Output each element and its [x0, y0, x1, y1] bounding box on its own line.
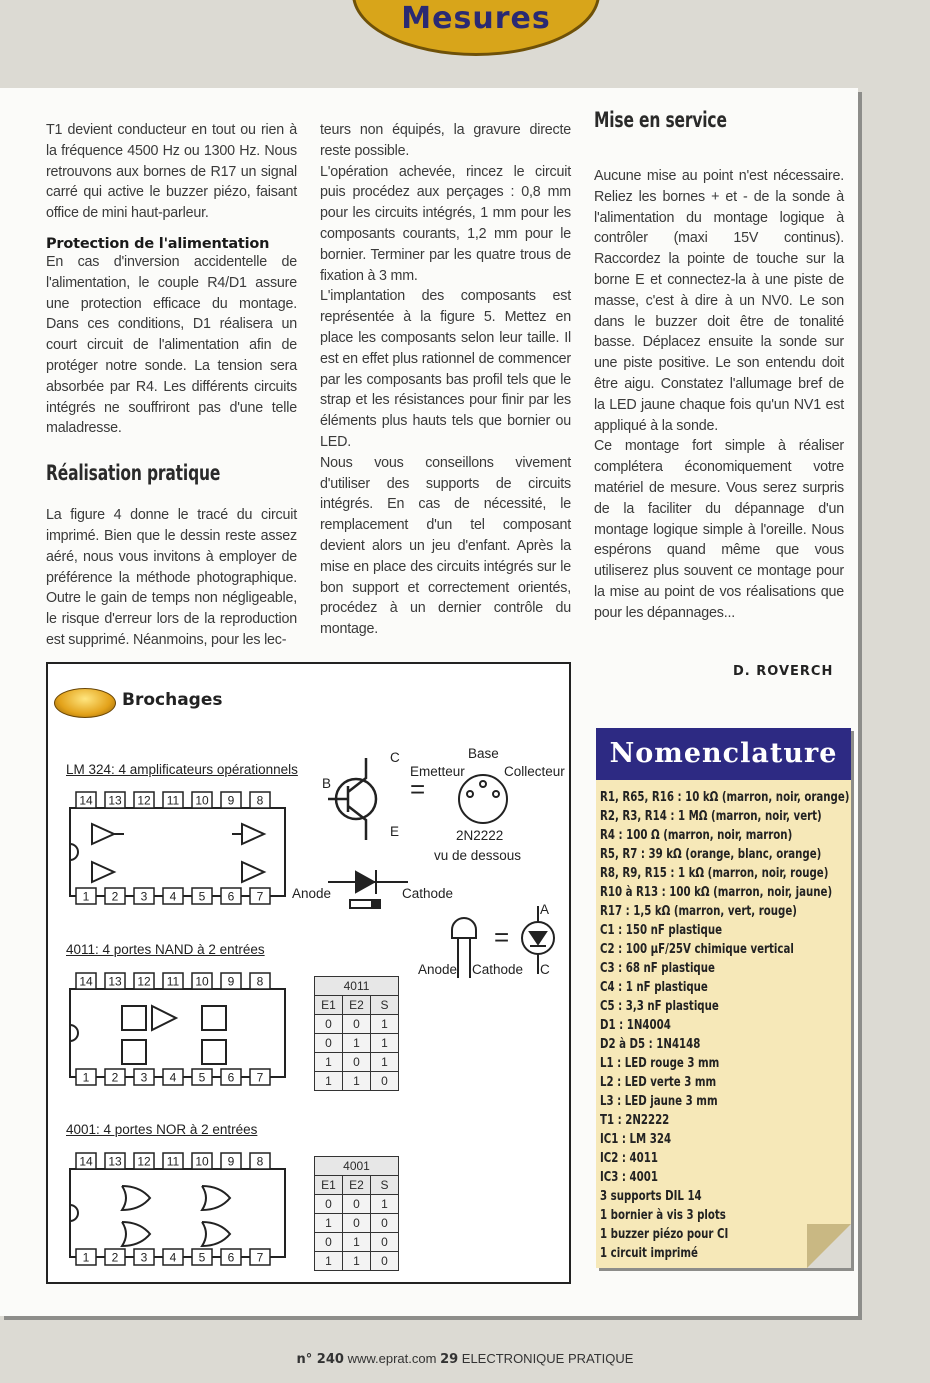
- truth-table-4011: [314, 976, 399, 1091]
- nomenclature-item: L2 : LED verte 3 mm: [600, 1075, 717, 1090]
- nomenclature-item: C2 : 100 µF/25V chimique vertical: [600, 942, 794, 957]
- ic-pin-number: 8: [256, 974, 264, 989]
- ic-pin-number: 6: [227, 1250, 235, 1265]
- ic-pin-number: 5: [198, 1250, 206, 1265]
- truth-table-cell: 1: [343, 1072, 371, 1091]
- ic-pin-number: 14: [79, 793, 93, 808]
- truth-table-cell: 0: [343, 1214, 371, 1233]
- figure-title: Brochages: [122, 690, 223, 710]
- nomenclature-item: 3 supports DIL 14: [600, 1189, 702, 1204]
- ic-pin-number: 3: [140, 1070, 148, 1085]
- nomenclature-item: R10 à R13 : 100 kΩ (marron, noir, jaune): [600, 885, 833, 900]
- nomenclature-item: R4 : 100 Ω (marron, noir, marron): [600, 828, 793, 843]
- truth-table-cell: 0: [371, 1252, 399, 1271]
- led-c: C: [540, 962, 550, 977]
- transistor-view: vu de dessous: [434, 848, 522, 863]
- ic-pin-number: 13: [108, 974, 122, 989]
- lm324-label: LM 324: 4 amplificateurs opérationnels: [66, 762, 298, 777]
- ic-pin-number: 1: [82, 1250, 90, 1265]
- truth-table-title: 4011: [315, 977, 399, 996]
- truth-table-4001: [314, 1156, 399, 1271]
- truth-table-header: E1: [315, 1176, 343, 1195]
- pin-emetteur: Emetteur: [410, 764, 465, 779]
- nomenclature-item: L3 : LED jaune 3 mm: [600, 1094, 718, 1109]
- equals-sign: =: [494, 922, 510, 952]
- ic-pin-number: 7: [256, 1070, 264, 1085]
- truth-table-cell: 1: [315, 1072, 343, 1091]
- truth-table-cell: 1: [371, 1034, 399, 1053]
- truth-table-cell: 1: [371, 1015, 399, 1034]
- paragraph: L'implantation des composants est représentée à la figure 5. Mettez en place les composants selon leur taille. Il est en effet plus rationnel de commencer par les composants bas profil tels que le strap et les résistances pour finir par les éléments plus hauts tels que bornier ou LED.: [320, 288, 571, 450]
- paragraph: L'opération achevée, rincez le circuit puis procédez aux perçages : 0,8 mm pour les circuits intégrés, 1 mm pour les composants courants, 1,2 mm pour le bornier. Terminer par les quatre trous de fixation à 3 mm.: [320, 163, 571, 284]
- truth-table-header: E1: [315, 996, 343, 1015]
- ic-pin-number: 5: [198, 1070, 206, 1085]
- ic-pin-number: 14: [79, 1154, 93, 1169]
- paragraph: Nous vous conseillons vivement d'utiliser des supports de circuits intégrés. En cas de nécessité, le remplacement d'un tel composant devient alors un jeu d'enfant. Après la mise en place des circuits intégrés sur le bon support et correctement orientés, procédez à un dernier contrôle du montage.: [320, 454, 571, 638]
- cd4011-label: 4011: 4 portes NAND à 2 entrées: [66, 942, 265, 957]
- transistor-b: B: [322, 776, 332, 791]
- nomenclature-list: [596, 780, 851, 1263]
- nomenclature-item: D1 : 1N4004: [600, 1018, 671, 1033]
- ic-pin-number: 13: [108, 1154, 122, 1169]
- ic-pin-number: 12: [137, 793, 151, 808]
- nomenclature-item: L1 : LED rouge 3 mm: [600, 1056, 720, 1071]
- ic-pin-number: 6: [227, 889, 235, 904]
- ic-pin-number: 1: [82, 1070, 90, 1085]
- truth-table-header: E2: [343, 1176, 371, 1195]
- led-anode: Anode: [418, 962, 458, 977]
- footer-issue: n° 240: [296, 1352, 344, 1367]
- ic-pinouts: [62, 784, 307, 1304]
- ic-pin-number: 2: [111, 889, 119, 904]
- ic-pin-number: 11: [166, 974, 180, 989]
- nomenclature-item: D2 à D5 : 1N4148: [600, 1037, 701, 1052]
- truth-table-header: E2: [343, 996, 371, 1015]
- truth-table-cell: 1: [315, 1252, 343, 1271]
- transistor-ref: 2N2222: [456, 828, 504, 843]
- ic-pin-number: 4: [169, 889, 177, 904]
- truth-table-header: S: [371, 1176, 399, 1195]
- truth-table-cell: 1: [371, 1053, 399, 1072]
- ic-pin-number: 10: [195, 974, 209, 989]
- paragraph: Aucune mise au point n'est nécessaire. Reliez les bornes + et - de la sonde à l'alimentation du montage logique à contrôler (maxi 15V continus). Raccordez la pointe de touche sur la borne E et connectez-la à une piste de masse, c'est à dire à un NV0. Le son dans le buzzer doit être de tonalité basse. Déplacez ensuite la sonde sur une piste positive. Le son entendu doit être aigu. Constatez l'allumage bref de la LED jaune chaque fois qu'un NV1 est appliqué à la sonde.: [594, 168, 844, 434]
- nomenclature-box: [596, 728, 851, 1268]
- nomenclature-item: 1 circuit imprimé: [600, 1246, 698, 1261]
- section-banner: [352, 0, 600, 56]
- truth-table-title: 4001: [315, 1157, 399, 1176]
- ic-pin-number: 7: [256, 889, 264, 904]
- nomenclature-item: 1 buzzer piézo pour CI: [600, 1227, 729, 1242]
- diode-anode: Anode: [292, 886, 332, 901]
- nomenclature-item: T1 : 2N2222: [600, 1113, 670, 1128]
- ic-pin-number: 4: [169, 1070, 177, 1085]
- author: D. ROVERCH: [733, 664, 834, 679]
- ic-pin-number: 12: [137, 974, 151, 989]
- truth-table-cell: 0: [343, 1053, 371, 1072]
- truth-table-cell: 0: [371, 1072, 399, 1091]
- cd4001-label: 4001: 4 portes NOR à 2 entrées: [66, 1122, 258, 1137]
- truth-table-cell: 1: [343, 1034, 371, 1053]
- column-1: [46, 120, 297, 651]
- nomenclature-item: R1, R65, R16 : 10 kΩ (marron, noir, orange): [600, 790, 850, 805]
- section-title: Mesures: [401, 1, 551, 36]
- footer: [0, 1351, 930, 1367]
- ic-pin-number: 8: [256, 793, 264, 808]
- ic-pin-number: 10: [195, 793, 209, 808]
- column-3: [594, 108, 844, 624]
- ic-pin-number: 1: [82, 889, 90, 904]
- truth-table-cell: 0: [315, 1034, 343, 1053]
- truth-table-cell: 0: [315, 1015, 343, 1034]
- footer-magazine: ELECTRONIQUE PRATIQUE: [461, 1351, 634, 1366]
- heading-mise-en-service: Mise en service: [594, 108, 727, 132]
- truth-table-header: S: [371, 996, 399, 1015]
- transistor-c: C: [390, 750, 400, 765]
- nomenclature-item: IC3 : 4001: [600, 1170, 658, 1185]
- equals-sign: =: [410, 774, 426, 804]
- truth-table-cell: 1: [315, 1053, 343, 1072]
- column-2: [320, 120, 571, 640]
- pin-collecteur: Collecteur: [504, 764, 565, 779]
- led-a: A: [540, 902, 550, 917]
- nomenclature-item: R17 : 1,5 kΩ (marron, vert, rouge): [600, 904, 797, 919]
- footer-site: www.eprat.com: [347, 1351, 437, 1366]
- ic-pin-number: 10: [195, 1154, 209, 1169]
- ic-pin-number: 9: [227, 1154, 235, 1169]
- figure-pill-icon: [54, 688, 116, 718]
- nomenclature-item: C3 : 68 nF plastique: [600, 961, 715, 976]
- nomenclature-item: 1 bornier à vis 3 plots: [600, 1208, 726, 1223]
- truth-table-cell: 1: [343, 1233, 371, 1252]
- truth-table-cell: 1: [343, 1252, 371, 1271]
- led-cathode: Cathode: [472, 962, 524, 977]
- paragraph: En cas d'inversion accidentelle de l'alimentation, le couple R4/D1 assure une protection efficace du montage. Dans ces conditions, D1 réalisera un court circuit de l'alimentation afin de protéger notre sonde. La tension sera absorbée par R4. Les différents circuits intégrés ne souffriront pas d'une telle maladresse.: [46, 253, 297, 437]
- nomenclature-item: C4 : 1 nF plastique: [600, 980, 708, 995]
- truth-table-cell: 0: [315, 1233, 343, 1252]
- nomenclature-item: R8, R9, R15 : 1 kΩ (marron, noir, rouge): [600, 866, 829, 881]
- pin-base: Base: [468, 746, 499, 761]
- ic-pin-number: 13: [108, 793, 122, 808]
- ic-pin-number: 6: [227, 1070, 235, 1085]
- ic-pin-number: 7: [256, 1250, 264, 1265]
- ic-pin-number: 2: [111, 1070, 119, 1085]
- ic-pin-number: 3: [140, 1250, 148, 1265]
- nomenclature-item: IC1 : LM 324: [600, 1132, 672, 1147]
- truth-table-cell: 0: [343, 1195, 371, 1214]
- nomenclature-item: C5 : 3,3 nF plastique: [600, 999, 719, 1014]
- footer-page: 29: [440, 1352, 459, 1367]
- nomenclature-item: R2, R3, R14 : 1 MΩ (marron, noir, vert): [600, 809, 822, 824]
- figure-brochages: [46, 662, 571, 1284]
- paragraph: Ce montage fort simple à réaliser complétera économiquement votre matériel de mesure. Vous serez surpris de la faciliter du dépannage d'un montage logique simple à l'oreille. Nous espérons quand même que vous utiliserez plus souvent ce montage pour la mise au point de vos réalisations que pour les dépannages...: [594, 438, 844, 621]
- heading-protection: Protection de l'alimentation: [46, 235, 270, 252]
- heading-realisation: Réalisation pratique: [46, 461, 221, 486]
- nomenclature-item: R5, R7 : 39 kΩ (orange, blanc, orange): [600, 847, 822, 862]
- ic-pin-number: 11: [166, 793, 180, 808]
- truth-table-cell: 1: [371, 1195, 399, 1214]
- ic-pin-number: 5: [198, 889, 206, 904]
- truth-table-cell: 0: [315, 1195, 343, 1214]
- ic-pin-number: 11: [166, 1154, 180, 1169]
- truth-table-cell: 0: [343, 1015, 371, 1034]
- ic-pin-number: 9: [227, 793, 235, 808]
- paragraph: T1 devient conducteur en tout ou rien à la fréquence 4500 Hz ou 1300 Hz. Nous retrouvons aux bornes de R17 un signal carré qui active le buzzer piézo, faisant office de mini haut-parleur.: [46, 122, 297, 222]
- truth-table-cell: 0: [371, 1233, 399, 1252]
- ic-pin-number: 3: [140, 889, 148, 904]
- ic-pin-number: 12: [137, 1154, 151, 1169]
- truth-table-cell: 1: [315, 1214, 343, 1233]
- ic-pin-number: 14: [79, 974, 93, 989]
- nomenclature-item: IC2 : 4011: [600, 1151, 658, 1166]
- paragraph: teurs non équipés, la gravure directe reste possible.: [320, 122, 571, 159]
- ic-pin-number: 9: [227, 974, 235, 989]
- ic-pin-number: 2: [111, 1250, 119, 1265]
- paragraph: La figure 4 donne le tracé du circuit imprimé. Bien que le dessin reste assez aéré, nous vous invitons à employer de préférence la méthode photographique. Outre le gain de temps non négligeable, le risque d'erreur lors de la reproduction est supprimé. Néanmoins, pour les lec-: [46, 507, 297, 648]
- nomenclature-item: C1 : 150 nF plastique: [600, 923, 723, 938]
- ic-pin-number: 8: [256, 1154, 264, 1169]
- ic-pin-number: 4: [169, 1250, 177, 1265]
- page-fold: [807, 1224, 851, 1268]
- truth-table-cell: 0: [371, 1214, 399, 1233]
- transistor-e: E: [390, 824, 400, 839]
- nomenclature-title: Nomenclature: [596, 728, 851, 780]
- diode-cathode: Cathode: [402, 886, 454, 901]
